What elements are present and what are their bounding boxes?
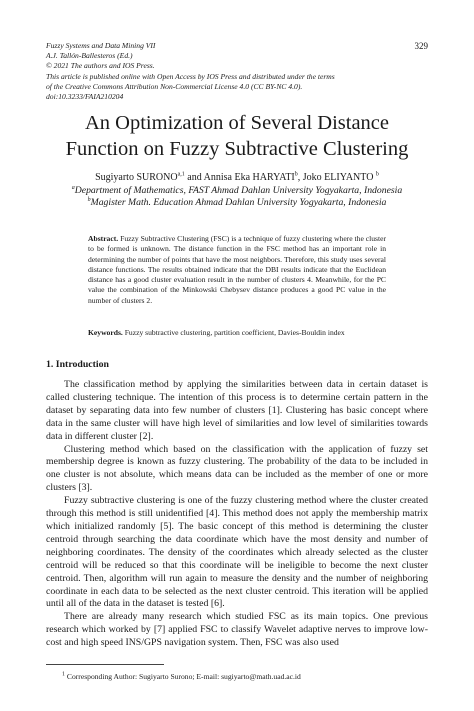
page-number: 329 [414,41,428,51]
keywords-text: Fuzzy subtractive clustering, partition coefficient, Davies-Bouldin index [122,328,345,337]
title-line: Function on Fuzzy Subtractive Clustering [65,138,409,160]
footnote-text: Corresponding Author: Sugiyarto Surono; E-mail: sugiyarto@math.uad.ac.id [65,672,301,681]
affiliation-superscript: b [87,196,91,203]
author-name: , Joko ELIYANTO [297,172,376,183]
abstract [88,234,386,306]
affiliation [30,197,444,209]
author-list [30,172,444,184]
author-superscript: b [294,171,298,178]
introduction-body [46,379,428,650]
author-superscript: a,1 [177,171,185,178]
title-line: An Optimization of Several Distance [85,112,389,134]
abstract-label: Abstract. [88,234,119,243]
footnote-mark: 1 [62,671,65,678]
author-superscript: b [375,171,379,178]
paper-title [30,110,444,162]
paragraph: There are already many research which studied FSC as its main topics. One previous research which worked by [7] applied FSC to classify Wavelet adaptive nerves to improve low-cost and high speed INS/GPS navigation system. Then, FSC was also used [46,611,428,649]
paragraph: Fuzzy subtractive clustering is one of the fuzzy clustering method where the cluster created through this method is still unidentified [4]. This method does not apply the membership matrix which initialized randomly [5]. The basic concept of this method is determining the cluster centroid through searching the data coordinate which have the most density and number of neighboring coordinates. The density of the coordinates which already selected as the cluster centroid will be reduced so that this coordinate will be ineligible to become the next cluster centroid. Then, algorithm will run again to measure the density and the number of neighboring coordinate in each data to be selected as the next cluster centroid. This iteration will be applied until all of the data in the dataset is tested [6]. [46,495,428,610]
footnote-divider [46,664,164,665]
author-name: and Annisa Eka HARYATI [184,172,295,183]
license-line: of the Creative Commons Attribution Non-Commercial License 4.0 (CC BY-NC 4.0). [46,81,303,91]
publication-info [46,41,386,102]
section-heading: 1. Introduction [46,359,109,370]
journal-name: Fuzzy Systems and Data Mining VII [46,41,156,50]
author-name: Sugiyarto SURONO [95,172,178,183]
affiliation-superscript: a [71,184,75,191]
copyright-line: © 2021 The authors and IOS Press. [46,61,155,71]
abstract-text: Fuzzy Subtractive Clustering (FSC) is a technique of fuzzy clustering where the cluster to be formed is unknown. The distance function in the FSC method has an important role in determining the number of points that have the most neighbors. Therefore, this study uses several distance functions. The results obtained indicate that the DBI results indicate that the Euclidean distance has a good cluster evaluation result in the number of clusters 4. Meanwhile, for the PC value the combination of the Minkowski Chebysev distance produces a good PC value in the number of clusters 2. [88,234,386,305]
editor-line: A.J. Tallón-Ballesteros (Ed.) [46,51,133,61]
license-line: This article is published online with Open Access by IOS Press and distributed under the terms [46,71,335,81]
keywords [88,328,386,338]
footnote [62,672,301,681]
doi-line: doi:10.3233/FAIA210204 [46,92,124,102]
paragraph: Clustering method which based on the classification with the application of fuzzy set membership degree is known as fuzzy clustering. The probability of the data to be included in one cluster is not absolute, which means data can be included as the member of one or more clusters [3]. [46,443,428,494]
paragraph: The classification method by applying the similarities between data in certain dataset is called clustering technique. The intention of this process is to determine certain pattern in the dataset by separating data into few number of clusters [1]. Clustering has basic concept where data in the same cluster will have high level of similarities and low level of similarities towards data in different cluster [2]. [46,379,428,442]
affiliation [30,185,444,197]
affiliations [30,185,444,209]
affiliation-text: Department of Mathematics, FAST Ahmad Dahlan University Yogyakarta, Indonesia [74,185,403,196]
affiliation-text: Magister Math. Education Ahmad Dahlan University Yogyakarta, Indonesia [90,197,387,208]
keywords-label: Keywords. [88,328,123,337]
